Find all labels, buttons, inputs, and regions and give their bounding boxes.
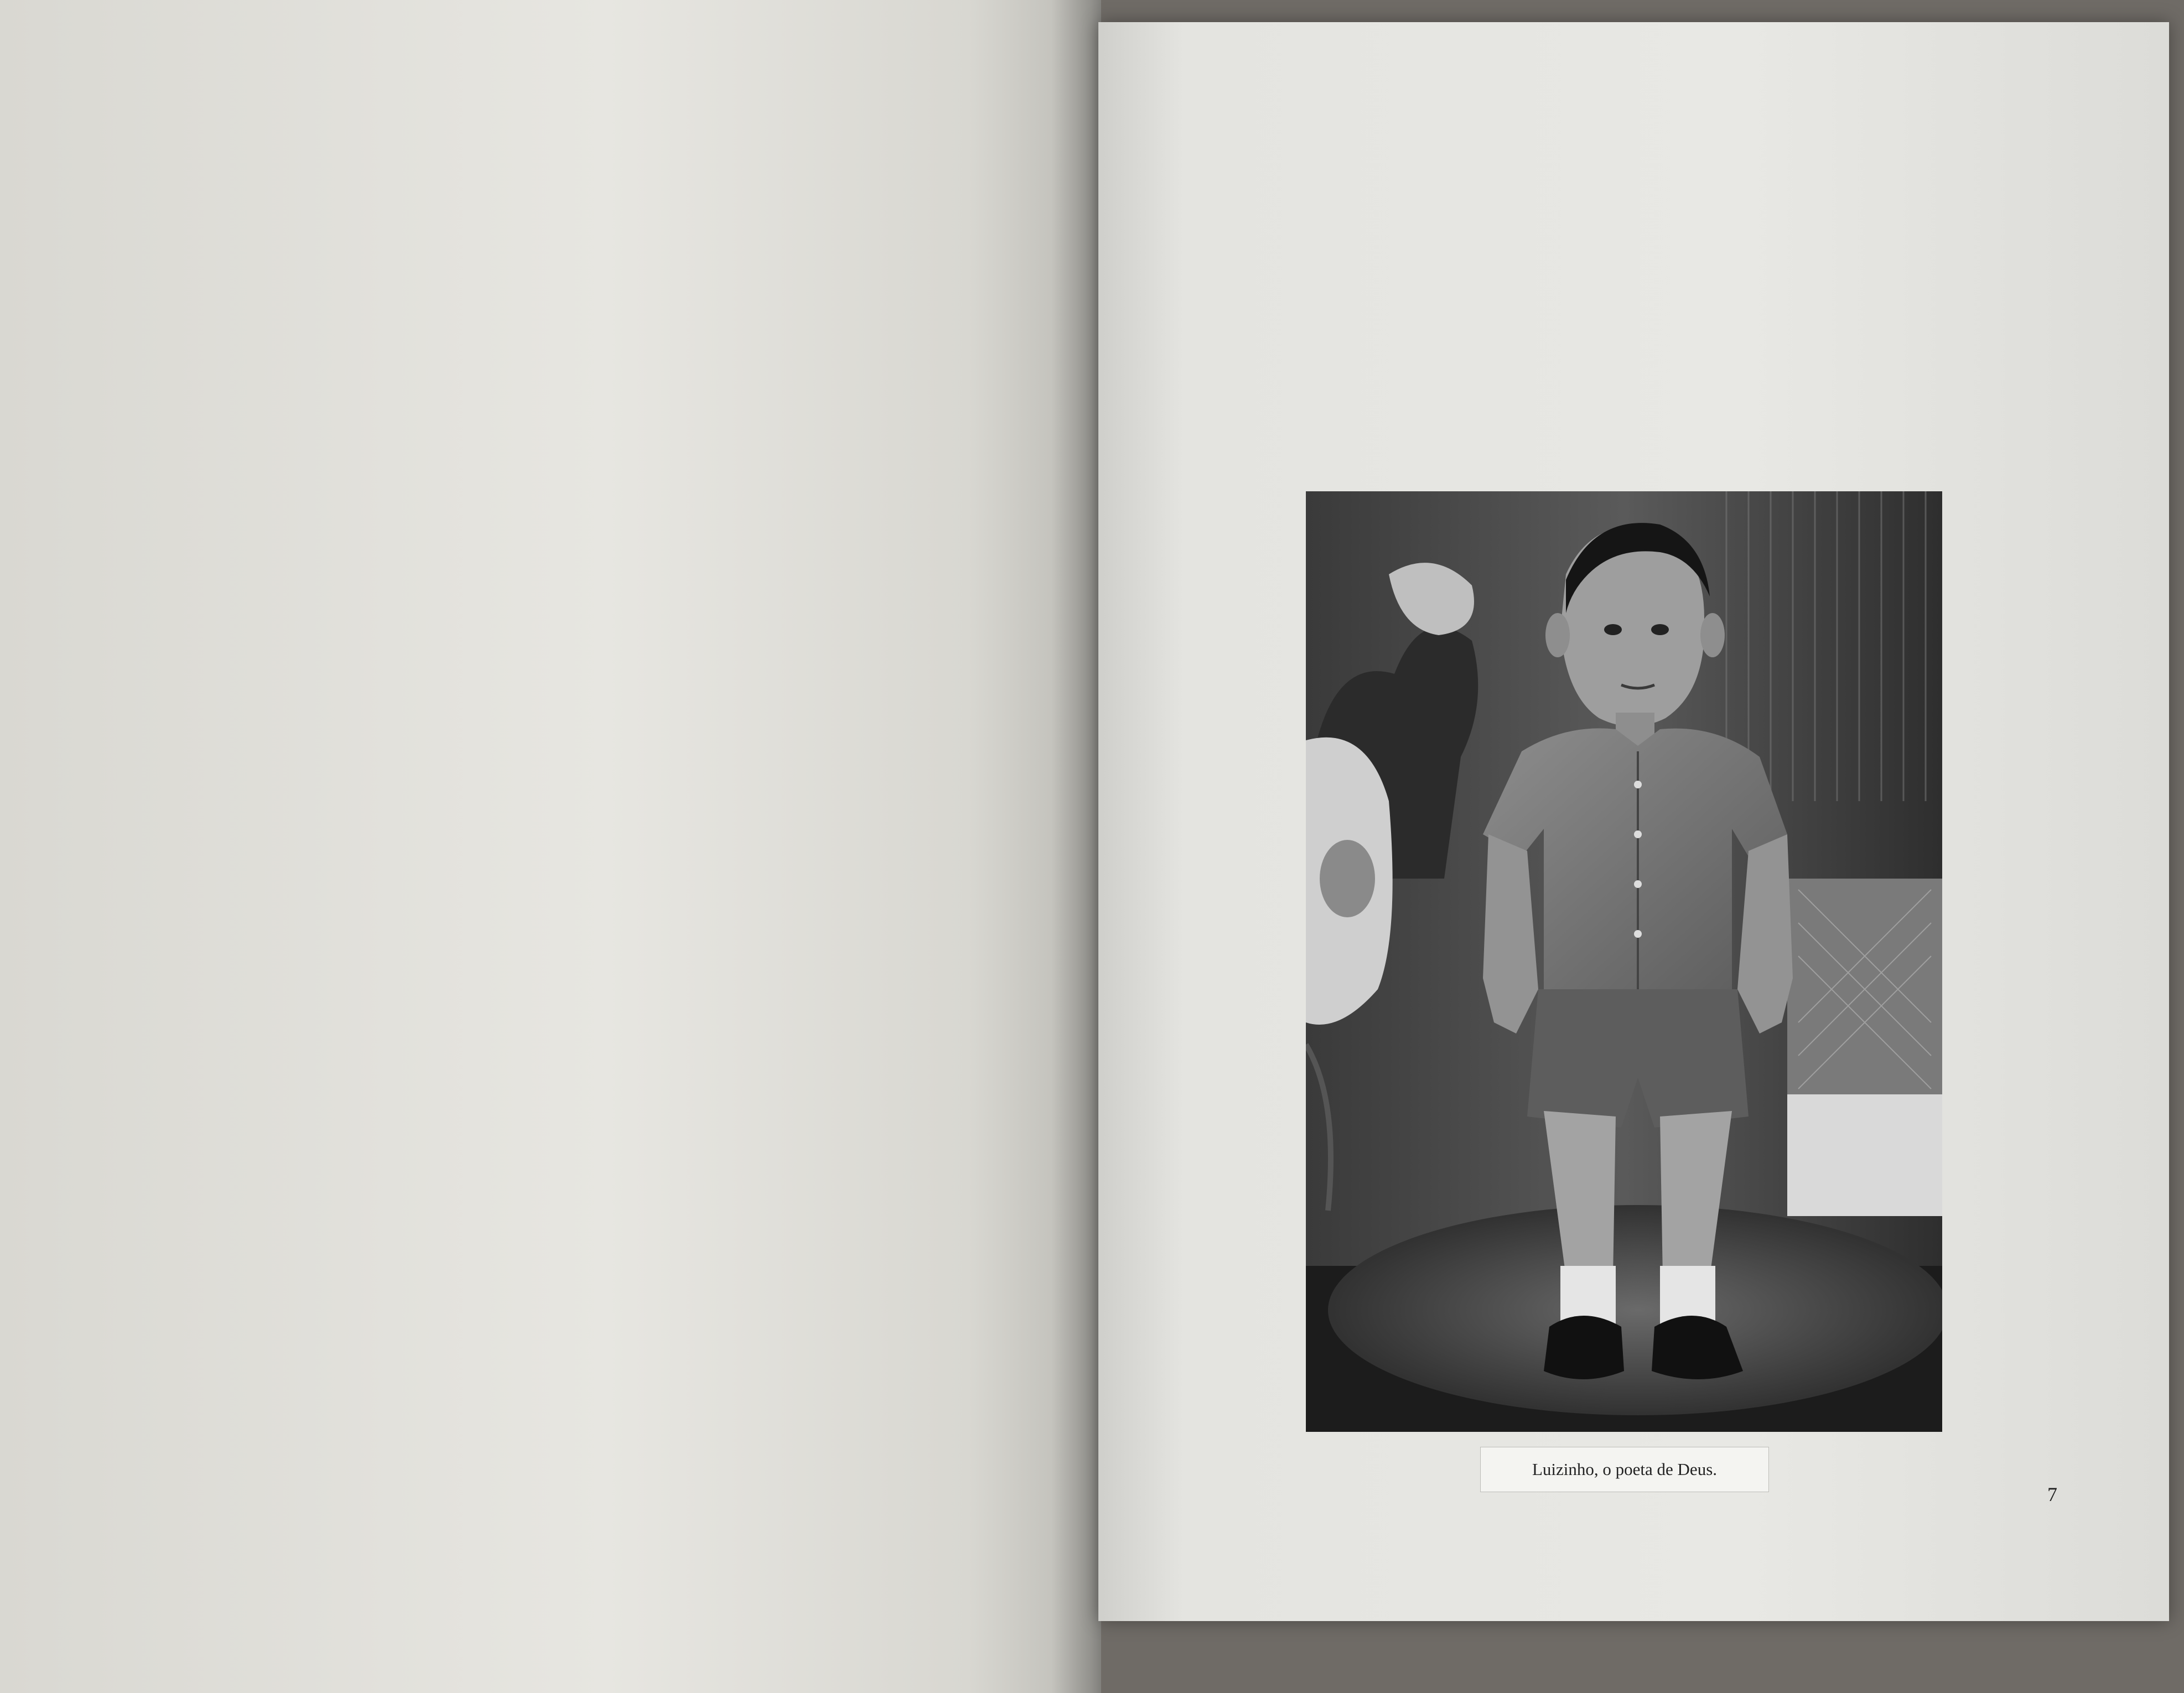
- left-big-column: [39, 0, 780, 17]
- photo: [1306, 491, 1942, 1432]
- book-gutter: [1051, 0, 1101, 1693]
- photo-caption: Luizinho, o poeta de Deus.: [1480, 1447, 1769, 1492]
- right-page: [1098, 22, 2169, 1621]
- photo-illustration: [1306, 491, 1942, 1432]
- left-small-column: [791, 0, 1062, 58]
- page-number: 7: [2047, 1483, 2057, 1505]
